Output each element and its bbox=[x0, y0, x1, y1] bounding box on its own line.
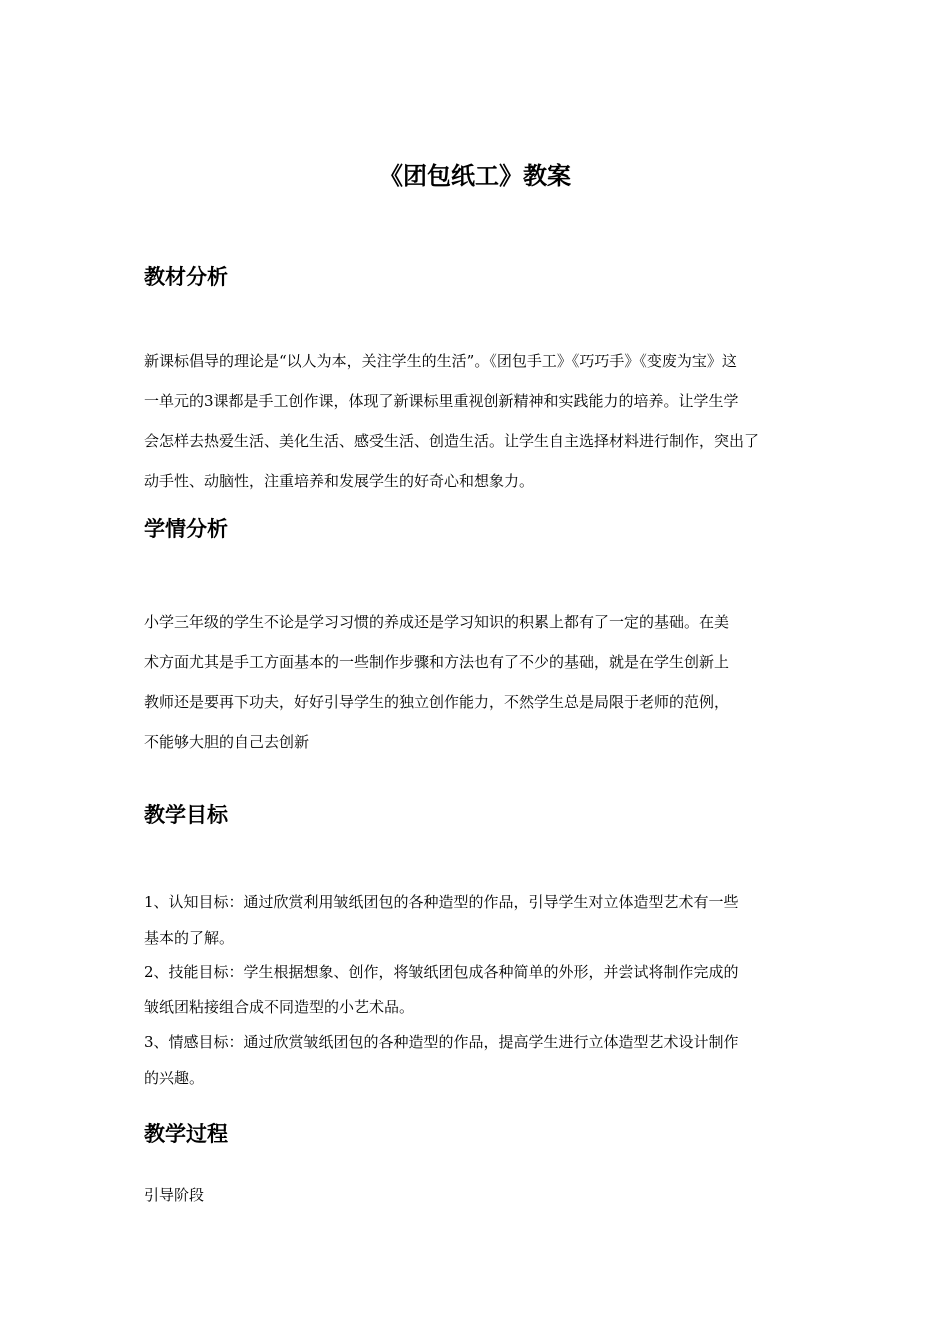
section-body-material bbox=[144, 341, 806, 501]
section-heading-students: 学情分析 bbox=[144, 517, 228, 541]
goal-line: 1、认知目标：通过欣赏利用皱纸团包的各种造型的作品，引导学生对立体造型艺术有一些 bbox=[144, 893, 739, 911]
section-heading-material: 教材分析 bbox=[144, 265, 228, 289]
goal-line: 皱纸团粘接组合成不同造型的小艺术品。 bbox=[144, 998, 415, 1016]
paragraph-line: 术方面尤其是手工方面基本的一些制作步骤和方法也有了不少的基础，就是在学生创新上 bbox=[144, 653, 730, 671]
goal-line: 2、技能目标：学生根据想象、创作，将皱纸团包成各种简单的外形，并尝试将制作完成的 bbox=[144, 963, 739, 981]
paragraph-line: 新课标倡导的理论是“以人为本，关注学生的生活”。《团包手工》《巧巧手》《变废为宝》这 bbox=[144, 352, 737, 370]
paragraph-line: 一单元的3课都是手工创作课，体现了新课标里重视创新精神和实践能力的培养。让学生学 bbox=[144, 392, 739, 410]
section-heading-goals: 教学目标 bbox=[144, 803, 228, 827]
goal-line: 的兴趣。 bbox=[144, 1069, 205, 1087]
paragraph-line: 会怎样去热爱生活、美化生活、感受生活、创造生活。让学生自主选择材料进行制作，突出了 bbox=[144, 432, 760, 450]
document-title: 《团包纸工》教案 bbox=[379, 162, 571, 190]
paragraph-line: 引导阶段 bbox=[144, 1186, 205, 1204]
section-body-students bbox=[144, 602, 806, 762]
goal-line: 基本的了解。 bbox=[144, 929, 235, 947]
paragraph-line: 不能够大胆的自己去创新 bbox=[144, 733, 310, 751]
paragraph-line: 小学三年级的学生不论是学习习惯的养成还是学习知识的积累上都有了一定的基础。在美 bbox=[144, 613, 730, 631]
paragraph-line: 教师还是要再下功夫，好好引导学生的独立创作能力，不然学生总是局限于老师的范例， bbox=[144, 693, 730, 711]
section-heading-process: 教学过程 bbox=[144, 1122, 228, 1146]
paragraph-line: 动手性、动脑性，注重培养和发展学生的好奇心和想象力。 bbox=[144, 472, 535, 490]
goal-line: 3、情感目标：通过欣赏皱纸团包的各种造型的作品，提高学生进行立体造型艺术设计制作 bbox=[144, 1033, 739, 1051]
